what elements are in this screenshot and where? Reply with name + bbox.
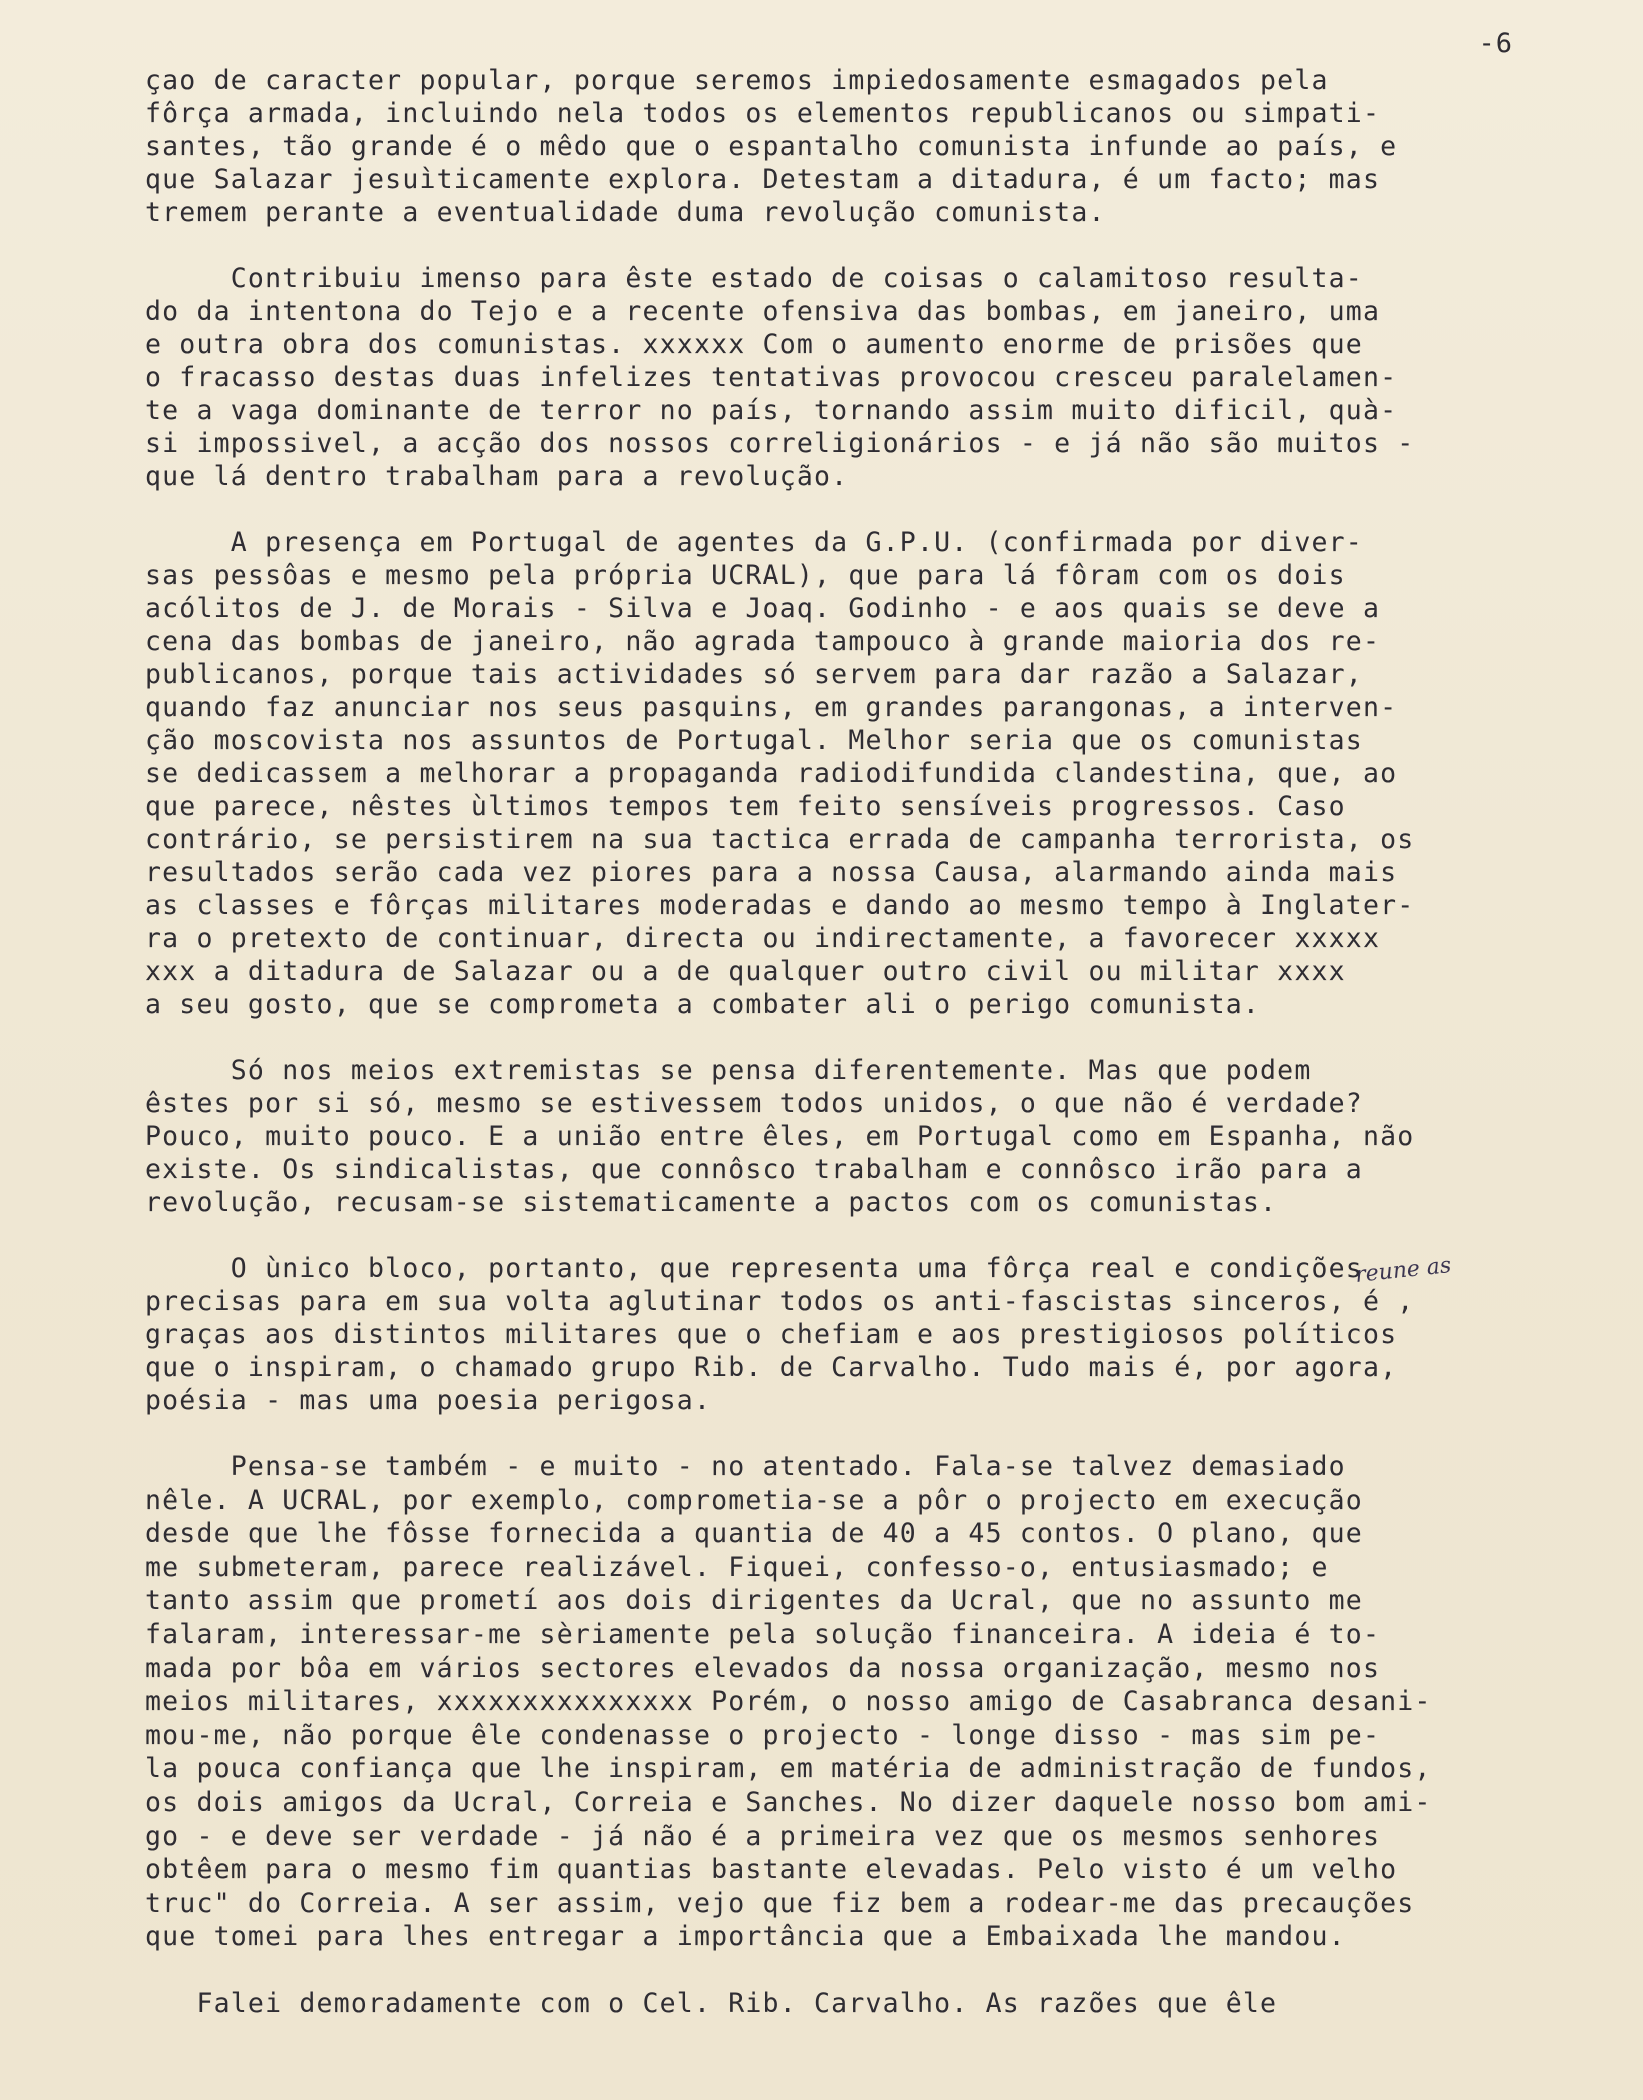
text-line: que parece, nêstes ùltimos tempos tem feito sensíveis progressos. Caso: [145, 791, 1346, 822]
text-line: poésia - mas uma poesia perigosa.: [145, 1385, 712, 1416]
text-line: mada por bôa em vários sectores elevados da nossa organização, mesmo nos: [145, 1652, 1381, 1684]
text-line: mou-me, não porque êle condenasse o projecto - longe disso - mas sim pe-: [145, 1719, 1381, 1751]
text-line: as classes e fôrças militares moderadas e dando ao mesmo tempo à Inglater-: [145, 890, 1415, 921]
text-line: fôrça armada, incluindo nela todos os elementos republicanos ou simpati-: [145, 98, 1381, 129]
text-line: si impossivel, a acção dos nossos correligionários - e já não são muitos -: [145, 428, 1415, 459]
text-line: falaram, interessar-me sèriamente pela solução financeira. A ideia é to-: [145, 1618, 1381, 1650]
paragraph: [145, 1987, 1605, 2020]
handwritten-annotation: reune as: [1353, 1253, 1453, 1288]
text-line: go - e deve ser verdade - já não é a primeira vez que os mesmos senhores: [145, 1820, 1381, 1852]
text-line: nêle. A UCRAL, por exemplo, comprometia-se a pôr o projecto em execução: [145, 1484, 1363, 1516]
text-line: Só nos meios extremistas se pensa diferentemente. Mas que podem: [145, 1055, 1312, 1086]
text-line: acólitos de J. de Morais - Silva e Joaq. Godinho - e aos quais se deve a: [145, 593, 1381, 624]
paragraph: [145, 1252, 1605, 1417]
page-number: -6: [1478, 28, 1513, 59]
text-line: a seu gosto, que se comprometa a combater ali o perigo comunista.: [145, 989, 1261, 1020]
text-line: me submeteram, parece realizável. Fiquei, confesso-o, entusiasmado; e: [145, 1551, 1329, 1583]
text-line: sas pessôas e mesmo pela própria UCRAL), que para lá fôram com os dois: [145, 560, 1346, 591]
text-line: que o inspiram, o chamado grupo Rib. de Carvalho. Tudo mais é, por agora,: [145, 1352, 1398, 1383]
text-line: truc" do Correia. A ser assim, vejo que fiz bem a rodear-me das precauções: [145, 1887, 1415, 1919]
text-line: quando faz anunciar nos seus pasquins, em grandes parangonas, a interven-: [145, 692, 1398, 723]
text-line: Falei demoradamente com o Cel. Rib. Carvalho. As razões que êle: [145, 1987, 1278, 2019]
text-line: se dedicassem a melhorar a propaganda radiodifundida clandestina, que, ao: [145, 758, 1398, 789]
paragraph: [145, 526, 1605, 1021]
text-line: tanto assim que prometí aos dois dirigentes da Ucral, que no assunto me: [145, 1585, 1363, 1617]
text-line: publicanos, porque tais actividades só servem para dar razão a Salazar,: [145, 659, 1363, 690]
text-line: êstes por si só, mesmo se estivessem todos unidos, o que não é verdade?: [145, 1088, 1363, 1119]
text-line: obtêem para o mesmo fim quantias bastante elevadas. Pelo visto é um velho: [145, 1854, 1398, 1886]
text-line: meios militares, xxxxxxxxxxxxxxx Porém, o nosso amigo de Casabranca desani-: [145, 1686, 1432, 1718]
text-line: contrário, se persistirem na sua tactica errada de campanha terrorista, os: [145, 824, 1415, 855]
paragraph: [145, 64, 1605, 229]
text-line: revolução, recusam-se sistematicamente a pactos com os comunistas.: [145, 1187, 1278, 1218]
text-line: e outra obra dos comunistas. xxxxxx Com o aumento enorme de prisões que: [145, 329, 1363, 360]
text-line: Contribuiu imenso para êste estado de coisas o calamitoso resulta-: [145, 263, 1363, 294]
text-line: que tomei para lhes entregar a importância que a Embaixada lhe mandou.: [145, 1921, 1346, 1953]
text-line: desde que lhe fôsse fornecida a quantia de 40 a 45 contos. O plano, que: [145, 1518, 1363, 1550]
text-line: resultados serão cada vez piores para a nossa Causa, alarmando ainda mais: [145, 857, 1398, 888]
text-line: çao de caracter popular, porque seremos impiedosamente esmagados pela: [145, 65, 1329, 96]
letter-body: [145, 64, 1605, 2053]
text-line: que Salazar jesuìticamente explora. Detestam a ditadura, é um facto; mas: [145, 164, 1381, 195]
text-line: que lá dentro trabalham para a revolução.: [145, 461, 849, 492]
text-line: te a vaga dominante de terror no país, tornando assim muito dificil, quà-: [145, 395, 1398, 426]
text-line: os dois amigos da Ucral, Correia e Sanches. No dizer daquele nosso bom ami-: [145, 1786, 1432, 1818]
text-line: cena das bombas de janeiro, não agrada tampouco à grande maioria dos re-: [145, 626, 1381, 657]
text-line: A presença em Portugal de agentes da G.P.U. (confirmada por diver-: [145, 527, 1363, 558]
text-line: do da intentona do Tejo e a recente ofensiva das bombas, em janeiro, uma: [145, 296, 1381, 327]
text-line: la pouca confiança que lhe inspiram, em matéria de administração de fundos,: [145, 1753, 1432, 1785]
paragraph: [145, 1054, 1605, 1219]
text-line: santes, tão grande é o mêdo que o espantalho comunista infunde ao país, e: [145, 131, 1398, 162]
text-line: existe. Os sindicalistas, que connôsco trabalham e connôsco irão para a: [145, 1154, 1363, 1185]
paragraph: [145, 262, 1605, 493]
text-line: ra o pretexto de continuar, directa ou indirectamente, a favorecer xxxxx: [145, 923, 1381, 954]
text-line: Pensa-se também - e muito - no atentado. Fala-se talvez demasiado: [145, 1451, 1346, 1482]
text-line: precisas para em sua volta aglutinar todos os anti-fascistas sinceros, é ,: [145, 1286, 1415, 1317]
text-line: graças aos distintos militares que o chefiam e aos prestigiosos políticos: [145, 1319, 1398, 1350]
text-line: o fracasso destas duas infelizes tentativas provocou cresceu paralelamen-: [145, 362, 1398, 393]
text-line: tremem perante a eventualidade duma revolução comunista.: [145, 197, 1106, 228]
text-line: Pouco, muito pouco. E a união entre êles, em Portugal como em Espanha, não: [145, 1121, 1415, 1152]
text-line: O ùnico bloco, portanto, que representa uma fôrça real e condições: [145, 1253, 1363, 1284]
text-line: xxx a ditadura de Salazar ou a de qualquer outro civil ou militar xxxx: [145, 956, 1346, 987]
text-line: ção moscovista nos assuntos de Portugal. Melhor seria que os comunistas: [145, 725, 1363, 756]
paragraph: [145, 1450, 1605, 1954]
